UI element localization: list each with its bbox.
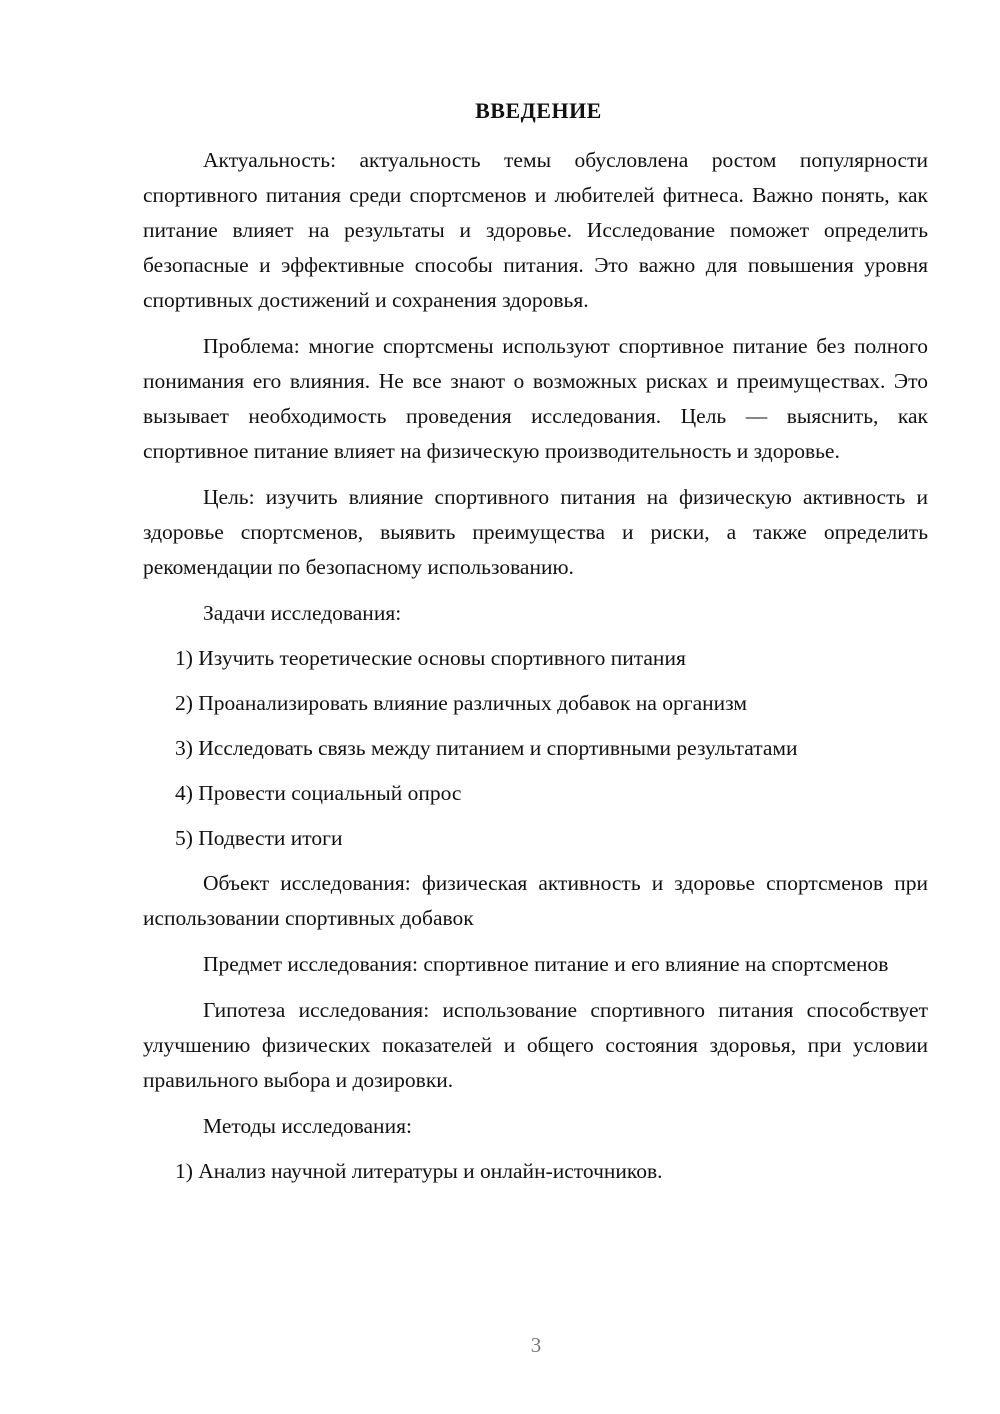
list-item-task-3: 3) Исследовать связь между питанием и спортивными результатами [175, 736, 798, 760]
paragraph-subject: Предмет исследования: спортивное питание и его влияние на спортсменов [203, 952, 889, 976]
list-item-task-2: 2) Проанализировать влияние различных добавок на организм [175, 691, 747, 715]
tasks-list [143, 641, 928, 856]
paragraph-relevance: Актуальность: актуальность темы обусловлена ростом популярности спортивного питания среди спортсменов и любителей фитнеса. Важно понять, как питание влияет на результаты и здоровье. Исследование поможет определить безопасные и эффективные способы питания. Это важно для повышения уровня спортивных достижений и сохранения здоровья. [143, 148, 928, 312]
paragraph-hypothesis: Гипотеза исследования: использование спортивного питания способствует улучшению физических показателей и общего состояния здоровья, при условии правильного выбора и дозировки. [143, 998, 928, 1092]
list-item-task-1: 1) Изучить теоретические основы спортивного питания [175, 646, 686, 670]
page-number: 3 [530, 1333, 542, 1357]
methods-list [143, 1154, 928, 1189]
paragraph-problem: Проблема: многие спортсмены используют спортивное питание без полного понимания его влияния. Не все знают о возможных рисках и преимуществах. Это вызывает необходимость проведения исследования. Цель — выяснить, как спортивное питание влияет на физическую производительность и здоровье. [143, 334, 928, 463]
list-item-task-4: 4) Провести социальный опрос [175, 781, 462, 805]
list-item-task-5: 5) Подвести итоги [175, 826, 343, 850]
methods-heading: Методы исследования: [203, 1114, 412, 1138]
paragraph-object: Объект исследования: физическая активность и здоровье спортсменов при использовании спортивных добавок [143, 871, 928, 930]
list-item-method-1: 1) Анализ научной литературы и онлайн-источников. [175, 1159, 663, 1183]
document-title: ВВЕДЕНИЕ [475, 98, 602, 123]
tasks-heading: Задачи исследования: [203, 601, 402, 625]
paragraph-goal: Цель: изучить влияние спортивного питания на физическую активность и здоровье спортсменов, выявить преимущества и риски, а также определить рекомендации по безопасному использованию. [143, 485, 928, 579]
document-page [143, 94, 928, 1199]
